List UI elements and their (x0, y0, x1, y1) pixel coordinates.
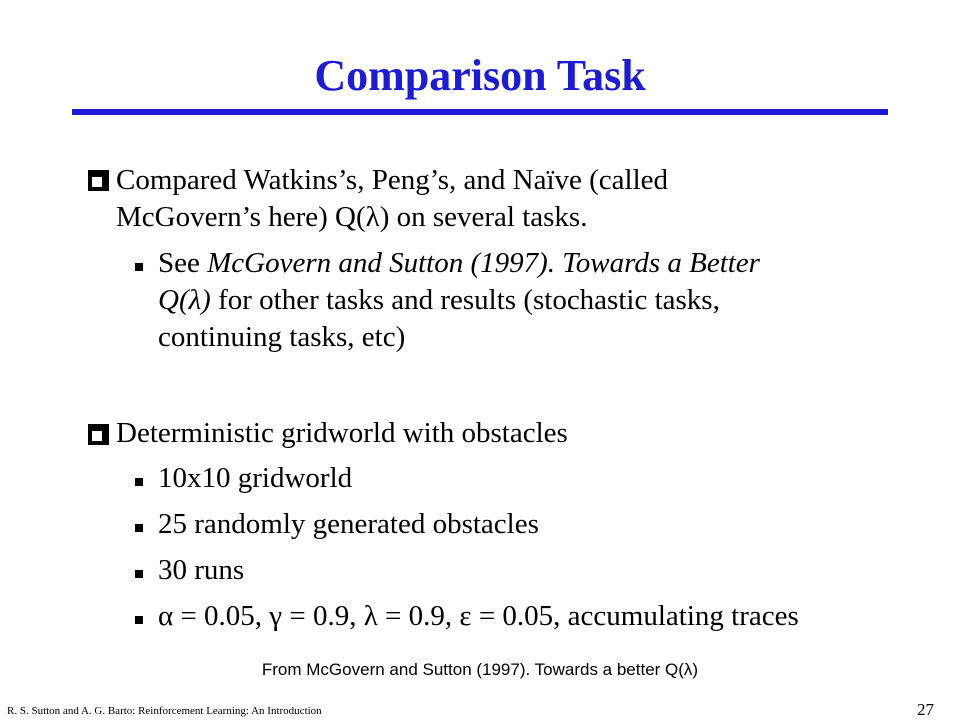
sub-bullet-4: 30 runs (158, 554, 245, 586)
bullet-1-line-2: McGovern’s here) Q(λ) on several tasks. (116, 201, 588, 233)
sub-bullet-1-prefix: See (158, 247, 208, 279)
sub-bullet-2: 10x10 gridworld (158, 462, 353, 494)
square-bullet-icon (135, 263, 143, 271)
square-bullet-icon (135, 570, 143, 578)
page-number: 27 (917, 700, 934, 719)
square-bullet-icon (135, 478, 143, 486)
sub-bullet-1-text: for other tasks and results (stochastic tasks, (210, 284, 720, 316)
hollow-square-bullet-icon (88, 170, 109, 191)
square-bullet-icon (135, 616, 143, 624)
sub-bullet-1-line-2 (158, 282, 858, 319)
title-underline (72, 109, 888, 115)
square-bullet-icon (135, 524, 143, 532)
sub-bullet-1-line-1 (158, 245, 858, 282)
bullet-2-line-1: Deterministic gridworld with obstacles (116, 417, 568, 449)
figure-caption: From McGovern and Sutton (1997). Towards a better Q(λ) (261, 660, 699, 679)
bullet-1-line-1: Compared Watkins’s, Peng’s, and Naïve (called (116, 164, 669, 196)
footer-credit: R. S. Sutton and A. G. Barto: Reinforcement Learning: An Introduction (7, 705, 322, 717)
sub-bullet-1-citation: McGovern and Sutton (1997). Towards a Better (207, 247, 760, 279)
sub-bullet-1-citation-end: Q(λ) (158, 284, 211, 316)
sub-bullet-1-line-3: continuing tasks, etc) (158, 321, 406, 353)
hollow-square-bullet-icon (88, 424, 109, 445)
sub-bullet-3: 25 randomly generated obstacles (158, 508, 539, 540)
sub-bullet-5: α = 0.05, γ = 0.9, λ = 0.9, ε = 0.05, accumulating traces (158, 600, 799, 632)
page-title: Comparison Task (314, 51, 646, 100)
